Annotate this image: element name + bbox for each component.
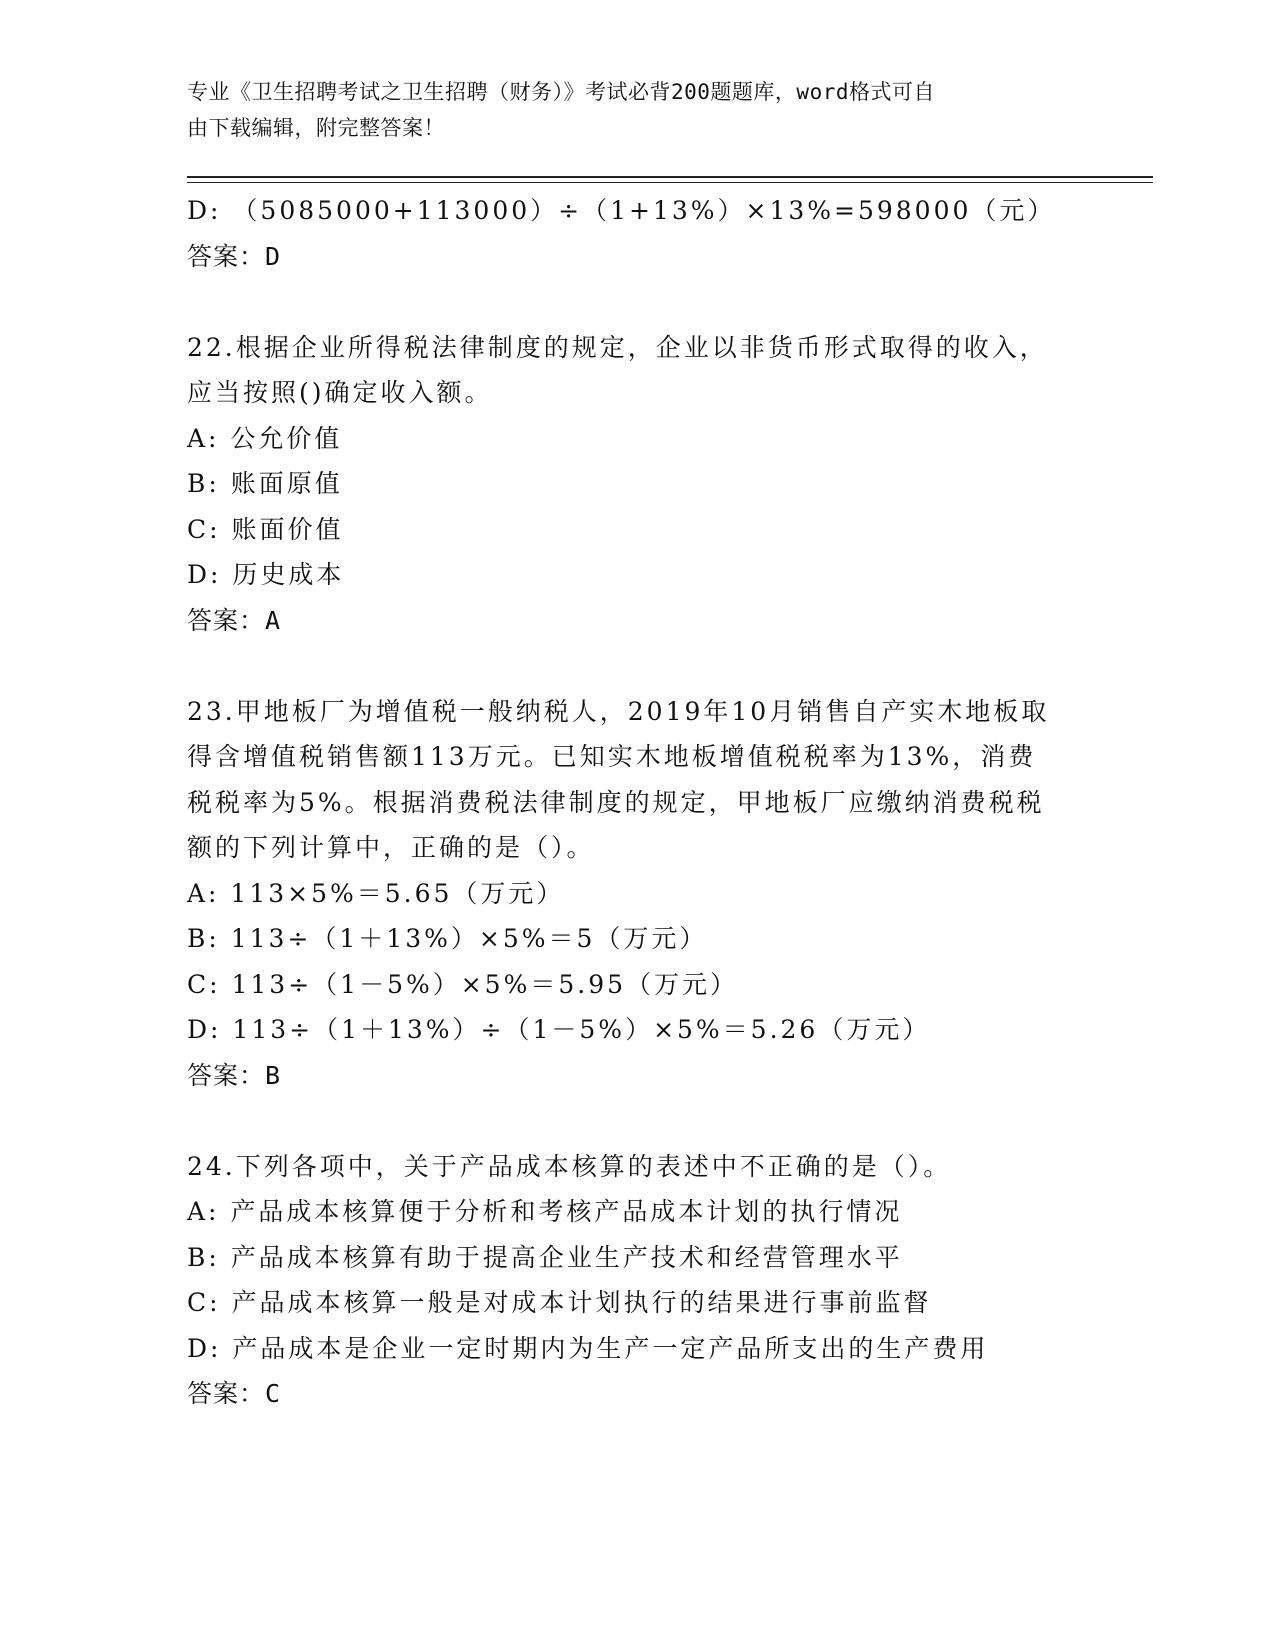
- page-header: [187, 74, 1067, 146]
- question-stem: 税税率为5%。根据消费税法律制度的规定，甲地板厂应缴纳消费税税: [187, 787, 1045, 817]
- question-stem: 得含增值税销售额113万元。已知实木地板增值税税率为13%，消费: [187, 742, 1037, 771]
- question-21-tail: [187, 188, 1087, 279]
- question-23: [187, 689, 1087, 1099]
- question-22: [187, 325, 1087, 644]
- spacer: [187, 1098, 1087, 1144]
- option-a: A: 113×5%＝5.65（万元）: [187, 878, 565, 908]
- header-divider-thick: [187, 176, 1153, 178]
- option-c: C: 113÷（1－5%）×5%＝5.95（万元）: [187, 969, 739, 999]
- answer-line: 答案：A: [187, 605, 282, 635]
- option-b: B: 账面原值: [187, 469, 343, 498]
- option-d: D: 113÷（1＋13%）÷（1－5%）×5%＝5.26（万元）: [187, 1015, 931, 1044]
- option-d: D: （5085000+113000）÷（1+13%）×13%=598000（元）: [187, 196, 1056, 225]
- option-b: B: 产品成本核算有助于提高企业生产技术和经营管理水平: [187, 1242, 903, 1272]
- header-line-2: 由下载编辑，附完整答案！: [187, 116, 445, 140]
- question-stem: 应当按照()确定收入额。: [187, 378, 493, 407]
- option-b: B: 113÷（1＋13%）×5%＝5（万元）: [187, 924, 708, 953]
- option-a: A: 产品成本核算便于分析和考核产品成本计划的执行情况: [187, 1197, 903, 1226]
- question-stem: 23.甲地板厂为增值税一般纳税人，2019年10月销售自产实木地板取: [187, 696, 1050, 726]
- option-c: C: 账面价值: [187, 514, 344, 544]
- option-c: C: 产品成本核算一般是对成本计划执行的结果进行事前监督: [187, 1288, 932, 1317]
- header-line-1: 专业《卫生招聘考试之卫生招聘（财务）》考试必背200题题库，word格式可自: [187, 80, 935, 104]
- question-stem: 额的下列计算中，正确的是（）。: [187, 833, 595, 862]
- option-d: D: 历史成本: [187, 560, 345, 589]
- question-24: [187, 1144, 1087, 1417]
- answer-line: 答案：D: [187, 241, 282, 271]
- answer-line: 答案：C: [187, 1379, 282, 1408]
- spacer: [187, 643, 1087, 689]
- question-stem: 24.下列各项中，关于产品成本核算的表述中不正确的是（）。: [187, 1151, 952, 1181]
- answer-line: 答案：B: [187, 1060, 282, 1090]
- header-divider-thin: [187, 182, 1153, 183]
- question-list: [187, 188, 1087, 1417]
- question-stem: 22.根据企业所得税法律制度的规定，企业以非货币形式取得的收入，: [187, 332, 1048, 362]
- spacer: [187, 279, 1087, 325]
- option-a: A: 公允价值: [187, 423, 343, 453]
- option-d: D: 产品成本是企业一定时期内为生产一定产品所支出的生产费用: [187, 1333, 989, 1363]
